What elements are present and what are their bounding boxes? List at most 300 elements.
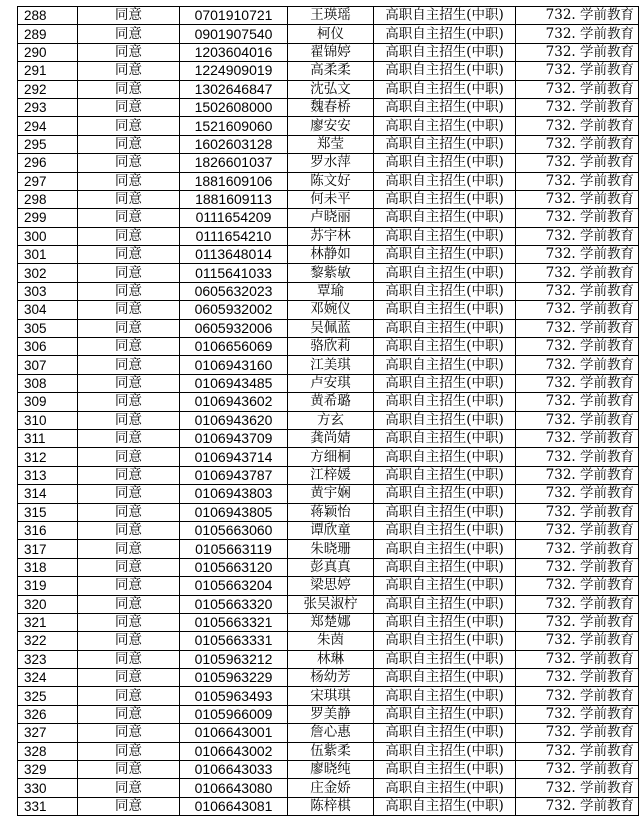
major-cell: 732. 学前教育 <box>516 80 639 98</box>
major-cell: 732. 学前教育 <box>516 724 639 742</box>
table-row <box>18 540 639 558</box>
status-cell: 同意 <box>78 338 180 356</box>
table-row <box>18 154 639 172</box>
status-cell: 同意 <box>78 687 180 705</box>
row-number-cell: 316 <box>18 521 78 539</box>
status-cell: 同意 <box>78 282 180 300</box>
admission-category-cell: 高职自主招生(中职) <box>374 705 516 723</box>
row-number-cell: 301 <box>18 246 78 264</box>
admission-category-cell: 高职自主招生(中职) <box>374 154 516 172</box>
table-row <box>18 282 639 300</box>
admission-category-cell: 高职自主招生(中职) <box>374 98 516 116</box>
table-row <box>18 485 639 503</box>
major-cell: 732. 学前教育 <box>516 301 639 319</box>
student-name-cell: 江梓媛 <box>288 466 374 484</box>
row-number-cell: 312 <box>18 448 78 466</box>
major-cell: 732. 学前教育 <box>516 705 639 723</box>
admission-category-cell: 高职自主招生(中职) <box>374 577 516 595</box>
major-cell: 732. 学前教育 <box>516 779 639 797</box>
admission-category-cell: 高职自主招生(中职) <box>374 264 516 282</box>
applicant-id-cell: 0106643001 <box>180 724 288 742</box>
student-name-cell: 梁思婷 <box>288 577 374 595</box>
major-cell: 732. 学前教育 <box>516 190 639 208</box>
status-cell: 同意 <box>78 190 180 208</box>
major-cell: 732. 学前教育 <box>516 7 639 25</box>
table-row <box>18 595 639 613</box>
status-cell: 同意 <box>78 117 180 135</box>
applicant-id-cell: 0106943602 <box>180 393 288 411</box>
applicant-id-cell: 0106943620 <box>180 411 288 429</box>
admission-category-cell: 高职自主招生(中职) <box>374 779 516 797</box>
table-row <box>18 669 639 687</box>
applicant-id-cell: 0106643033 <box>180 761 288 779</box>
status-cell: 同意 <box>78 393 180 411</box>
applicant-id-cell: 0106943714 <box>180 448 288 466</box>
row-number-cell: 291 <box>18 62 78 80</box>
applicant-id-cell: 0701910721 <box>180 7 288 25</box>
status-cell: 同意 <box>78 411 180 429</box>
major-cell: 732. 学前教育 <box>516 356 639 374</box>
table-row <box>18 448 639 466</box>
student-name-cell: 骆欣莉 <box>288 338 374 356</box>
applicant-id-cell: 1602603128 <box>180 135 288 153</box>
row-number-cell: 317 <box>18 540 78 558</box>
student-name-cell: 卢安琪 <box>288 374 374 392</box>
applicant-id-cell: 0106943485 <box>180 374 288 392</box>
major-cell: 732. 学前教育 <box>516 98 639 116</box>
applicant-id-cell: 1224909019 <box>180 62 288 80</box>
admission-category-cell: 高职自主招生(中职) <box>374 209 516 227</box>
row-number-cell: 300 <box>18 227 78 245</box>
applicant-id-cell: 0106943160 <box>180 356 288 374</box>
table-body <box>18 7 639 816</box>
admission-category-cell: 高职自主招生(中职) <box>374 338 516 356</box>
applicant-id-cell: 1502608000 <box>180 98 288 116</box>
student-name-cell: 陈文好 <box>288 172 374 190</box>
student-name-cell: 魏春桥 <box>288 98 374 116</box>
table-row <box>18 521 639 539</box>
row-number-cell: 288 <box>18 7 78 25</box>
admission-category-cell: 高职自主招生(中职) <box>374 190 516 208</box>
table-row <box>18 705 639 723</box>
status-cell: 同意 <box>78 43 180 61</box>
table-row <box>18 374 639 392</box>
admission-category-cell: 高职自主招生(中职) <box>374 374 516 392</box>
status-cell: 同意 <box>78 540 180 558</box>
table-row <box>18 301 639 319</box>
applicant-id-cell: 1302646847 <box>180 80 288 98</box>
major-cell: 732. 学前教育 <box>516 595 639 613</box>
row-number-cell: 289 <box>18 25 78 43</box>
status-cell: 同意 <box>78 613 180 631</box>
student-name-cell: 方玄 <box>288 411 374 429</box>
student-name-cell: 罗水萍 <box>288 154 374 172</box>
admission-category-cell: 高职自主招生(中职) <box>374 301 516 319</box>
row-number-cell: 331 <box>18 797 78 815</box>
applicant-id-cell: 0105663060 <box>180 521 288 539</box>
table-row <box>18 411 639 429</box>
student-name-cell: 陈梓棋 <box>288 797 374 815</box>
major-cell: 732. 学前教育 <box>516 761 639 779</box>
student-name-cell: 黄宇娴 <box>288 485 374 503</box>
table-row <box>18 613 639 631</box>
major-cell: 732. 学前教育 <box>516 227 639 245</box>
admission-category-cell: 高职自主招生(中职) <box>374 448 516 466</box>
status-cell: 同意 <box>78 154 180 172</box>
table-row <box>18 687 639 705</box>
student-name-cell: 黎紫敏 <box>288 264 374 282</box>
status-cell: 同意 <box>78 227 180 245</box>
row-number-cell: 327 <box>18 724 78 742</box>
major-cell: 732. 学前教育 <box>516 521 639 539</box>
applicant-id-cell: 0105963493 <box>180 687 288 705</box>
applicant-id-cell: 0111654209 <box>180 209 288 227</box>
admission-category-cell: 高职自主招生(中职) <box>374 650 516 668</box>
major-cell: 732. 学前教育 <box>516 154 639 172</box>
admission-table <box>17 6 639 816</box>
major-cell: 732. 学前教育 <box>516 742 639 760</box>
row-number-cell: 324 <box>18 669 78 687</box>
major-cell: 732. 学前教育 <box>516 797 639 815</box>
student-name-cell: 覃瑜 <box>288 282 374 300</box>
row-number-cell: 310 <box>18 411 78 429</box>
admission-category-cell: 高职自主招生(中职) <box>374 25 516 43</box>
student-name-cell: 郑楚娜 <box>288 613 374 631</box>
applicant-id-cell: 1203604016 <box>180 43 288 61</box>
table-row <box>18 577 639 595</box>
status-cell: 同意 <box>78 172 180 190</box>
major-cell: 732. 学前教育 <box>516 485 639 503</box>
major-cell: 732. 学前教育 <box>516 62 639 80</box>
row-number-cell: 296 <box>18 154 78 172</box>
row-number-cell: 315 <box>18 503 78 521</box>
table-row <box>18 117 639 135</box>
table-row <box>18 632 639 650</box>
admission-category-cell: 高职自主招生(中职) <box>374 540 516 558</box>
admission-category-cell: 高职自主招生(中职) <box>374 135 516 153</box>
status-cell: 同意 <box>78 485 180 503</box>
major-cell: 732. 学前教育 <box>516 246 639 264</box>
applicant-id-cell: 0111654210 <box>180 227 288 245</box>
status-cell: 同意 <box>78 761 180 779</box>
table-row <box>18 246 639 264</box>
major-cell: 732. 学前教育 <box>516 503 639 521</box>
status-cell: 同意 <box>78 669 180 687</box>
row-number-cell: 303 <box>18 282 78 300</box>
applicant-id-cell: 0105663120 <box>180 558 288 576</box>
table-row <box>18 742 639 760</box>
row-number-cell: 290 <box>18 43 78 61</box>
status-cell: 同意 <box>78 724 180 742</box>
student-name-cell: 张吴淑柠 <box>288 595 374 613</box>
status-cell: 同意 <box>78 521 180 539</box>
row-number-cell: 293 <box>18 98 78 116</box>
admission-category-cell: 高职自主招生(中职) <box>374 724 516 742</box>
row-number-cell: 299 <box>18 209 78 227</box>
major-cell: 732. 学前教育 <box>516 172 639 190</box>
applicant-id-cell: 0105963212 <box>180 650 288 668</box>
applicant-id-cell: 0115641033 <box>180 264 288 282</box>
row-number-cell: 306 <box>18 338 78 356</box>
status-cell: 同意 <box>78 135 180 153</box>
applicant-id-cell: 0106643081 <box>180 797 288 815</box>
row-number-cell: 311 <box>18 429 78 447</box>
student-name-cell: 宋琪琪 <box>288 687 374 705</box>
admission-category-cell: 高职自主招生(中职) <box>374 595 516 613</box>
major-cell: 732. 学前教育 <box>516 374 639 392</box>
admission-category-cell: 高职自主招生(中职) <box>374 503 516 521</box>
applicant-id-cell: 0105966009 <box>180 705 288 723</box>
row-number-cell: 305 <box>18 319 78 337</box>
table-row <box>18 172 639 190</box>
row-number-cell: 321 <box>18 613 78 631</box>
admission-category-cell: 高职自主招生(中职) <box>374 7 516 25</box>
student-name-cell: 詹心惠 <box>288 724 374 742</box>
major-cell: 732. 学前教育 <box>516 466 639 484</box>
major-cell: 732. 学前教育 <box>516 43 639 61</box>
admission-category-cell: 高职自主招生(中职) <box>374 742 516 760</box>
major-cell: 732. 学前教育 <box>516 411 639 429</box>
row-number-cell: 319 <box>18 577 78 595</box>
table-row <box>18 190 639 208</box>
admission-category-cell: 高职自主招生(中职) <box>374 632 516 650</box>
student-name-cell: 黄希璐 <box>288 393 374 411</box>
applicant-id-cell: 0106643080 <box>180 779 288 797</box>
major-cell: 732. 学前教育 <box>516 669 639 687</box>
table-row <box>18 209 639 227</box>
status-cell: 同意 <box>78 98 180 116</box>
admission-category-cell: 高职自主招生(中职) <box>374 62 516 80</box>
applicant-id-cell: 0605932002 <box>180 301 288 319</box>
table-row <box>18 319 639 337</box>
admission-category-cell: 高职自主招生(中职) <box>374 227 516 245</box>
table-row <box>18 558 639 576</box>
major-cell: 732. 学前教育 <box>516 540 639 558</box>
row-number-cell: 302 <box>18 264 78 282</box>
row-number-cell: 329 <box>18 761 78 779</box>
student-name-cell: 林静如 <box>288 246 374 264</box>
status-cell: 同意 <box>78 80 180 98</box>
row-number-cell: 320 <box>18 595 78 613</box>
applicant-id-cell: 0105663119 <box>180 540 288 558</box>
table-row <box>18 25 639 43</box>
admission-category-cell: 高职自主招生(中职) <box>374 393 516 411</box>
table-row <box>18 503 639 521</box>
table-row <box>18 724 639 742</box>
student-name-cell: 伍紫柔 <box>288 742 374 760</box>
table-row <box>18 98 639 116</box>
table-row <box>18 338 639 356</box>
admission-category-cell: 高职自主招生(中职) <box>374 429 516 447</box>
status-cell: 同意 <box>78 577 180 595</box>
row-number-cell: 307 <box>18 356 78 374</box>
table-row <box>18 7 639 25</box>
student-name-cell: 廖安安 <box>288 117 374 135</box>
status-cell: 同意 <box>78 742 180 760</box>
major-cell: 732. 学前教育 <box>516 632 639 650</box>
applicant-id-cell: 0106656069 <box>180 338 288 356</box>
admission-category-cell: 高职自主招生(中职) <box>374 761 516 779</box>
admission-category-cell: 高职自主招生(中职) <box>374 521 516 539</box>
major-cell: 732. 学前教育 <box>516 209 639 227</box>
student-name-cell: 朱晓珊 <box>288 540 374 558</box>
admission-category-cell: 高职自主招生(中职) <box>374 669 516 687</box>
admission-category-cell: 高职自主招生(中职) <box>374 319 516 337</box>
major-cell: 732. 学前教育 <box>516 448 639 466</box>
major-cell: 732. 学前教育 <box>516 117 639 135</box>
student-name-cell: 高柔柔 <box>288 62 374 80</box>
major-cell: 732. 学前教育 <box>516 319 639 337</box>
table-row <box>18 227 639 245</box>
row-number-cell: 304 <box>18 301 78 319</box>
major-cell: 732. 学前教育 <box>516 393 639 411</box>
student-name-cell: 邓婉仪 <box>288 301 374 319</box>
status-cell: 同意 <box>78 246 180 264</box>
row-number-cell: 313 <box>18 466 78 484</box>
major-cell: 732. 学前教育 <box>516 135 639 153</box>
student-name-cell: 柯仪 <box>288 25 374 43</box>
table-row <box>18 264 639 282</box>
status-cell: 同意 <box>78 429 180 447</box>
student-name-cell: 江美琪 <box>288 356 374 374</box>
student-name-cell: 卢晓丽 <box>288 209 374 227</box>
major-cell: 732. 学前教育 <box>516 338 639 356</box>
major-cell: 732. 学前教育 <box>516 429 639 447</box>
applicant-id-cell: 0105663320 <box>180 595 288 613</box>
table-row <box>18 43 639 61</box>
student-name-cell: 苏宇林 <box>288 227 374 245</box>
row-number-cell: 322 <box>18 632 78 650</box>
admission-category-cell: 高职自主招生(中职) <box>374 43 516 61</box>
row-number-cell: 326 <box>18 705 78 723</box>
table-row <box>18 393 639 411</box>
applicant-id-cell: 1881609106 <box>180 172 288 190</box>
applicant-id-cell: 0105663321 <box>180 613 288 631</box>
status-cell: 同意 <box>78 797 180 815</box>
applicant-id-cell: 0105663204 <box>180 577 288 595</box>
major-cell: 732. 学前教育 <box>516 650 639 668</box>
status-cell: 同意 <box>78 319 180 337</box>
table-row <box>18 356 639 374</box>
student-name-cell: 王瑛瑶 <box>288 7 374 25</box>
table-row <box>18 62 639 80</box>
status-cell: 同意 <box>78 632 180 650</box>
applicant-id-cell: 0605632023 <box>180 282 288 300</box>
row-number-cell: 323 <box>18 650 78 668</box>
applicant-id-cell: 0106943787 <box>180 466 288 484</box>
admission-category-cell: 高职自主招生(中职) <box>374 485 516 503</box>
row-number-cell: 297 <box>18 172 78 190</box>
student-name-cell: 龚尚婧 <box>288 429 374 447</box>
status-cell: 同意 <box>78 7 180 25</box>
major-cell: 732. 学前教育 <box>516 25 639 43</box>
status-cell: 同意 <box>78 25 180 43</box>
applicant-id-cell: 0106943805 <box>180 503 288 521</box>
admission-category-cell: 高职自主招生(中职) <box>374 613 516 631</box>
row-number-cell: 314 <box>18 485 78 503</box>
admission-category-cell: 高职自主招生(中职) <box>374 687 516 705</box>
row-number-cell: 295 <box>18 135 78 153</box>
row-number-cell: 298 <box>18 190 78 208</box>
admission-category-cell: 高职自主招生(中职) <box>374 558 516 576</box>
applicant-id-cell: 0106643002 <box>180 742 288 760</box>
student-name-cell: 庄金娇 <box>288 779 374 797</box>
row-number-cell: 309 <box>18 393 78 411</box>
applicant-id-cell: 1881609113 <box>180 190 288 208</box>
table-row <box>18 779 639 797</box>
applicant-id-cell: 0106943709 <box>180 429 288 447</box>
applicant-id-cell: 1826601037 <box>180 154 288 172</box>
admission-category-cell: 高职自主招生(中职) <box>374 246 516 264</box>
major-cell: 732. 学前教育 <box>516 577 639 595</box>
table-row <box>18 135 639 153</box>
student-name-cell: 蒋颖怡 <box>288 503 374 521</box>
student-name-cell: 罗美静 <box>288 705 374 723</box>
student-name-cell: 何未平 <box>288 190 374 208</box>
status-cell: 同意 <box>78 209 180 227</box>
status-cell: 同意 <box>78 374 180 392</box>
student-name-cell: 朱茵 <box>288 632 374 650</box>
admission-category-cell: 高职自主招生(中职) <box>374 466 516 484</box>
status-cell: 同意 <box>78 595 180 613</box>
applicant-id-cell: 0605932006 <box>180 319 288 337</box>
table-row <box>18 429 639 447</box>
table-row <box>18 797 639 815</box>
row-number-cell: 294 <box>18 117 78 135</box>
table-row <box>18 650 639 668</box>
major-cell: 732. 学前教育 <box>516 687 639 705</box>
major-cell: 732. 学前教育 <box>516 264 639 282</box>
major-cell: 732. 学前教育 <box>516 613 639 631</box>
row-number-cell: 318 <box>18 558 78 576</box>
status-cell: 同意 <box>78 466 180 484</box>
admission-category-cell: 高职自主招生(中职) <box>374 117 516 135</box>
admission-category-cell: 高职自主招生(中职) <box>374 282 516 300</box>
student-name-cell: 彭真真 <box>288 558 374 576</box>
row-number-cell: 330 <box>18 779 78 797</box>
row-number-cell: 292 <box>18 80 78 98</box>
row-number-cell: 308 <box>18 374 78 392</box>
admission-category-cell: 高职自主招生(中职) <box>374 356 516 374</box>
major-cell: 732. 学前教育 <box>516 558 639 576</box>
status-cell: 同意 <box>78 650 180 668</box>
applicant-id-cell: 0113648014 <box>180 246 288 264</box>
admission-category-cell: 高职自主招生(中职) <box>374 411 516 429</box>
status-cell: 同意 <box>78 264 180 282</box>
applicant-id-cell: 0901907540 <box>180 25 288 43</box>
student-name-cell: 林琳 <box>288 650 374 668</box>
table-row <box>18 466 639 484</box>
status-cell: 同意 <box>78 503 180 521</box>
row-number-cell: 328 <box>18 742 78 760</box>
table-row <box>18 80 639 98</box>
student-name-cell: 沈弘文 <box>288 80 374 98</box>
row-number-cell: 325 <box>18 687 78 705</box>
student-name-cell: 方细桐 <box>288 448 374 466</box>
student-name-cell: 谭欣童 <box>288 521 374 539</box>
table-row <box>18 761 639 779</box>
admission-category-cell: 高职自主招生(中职) <box>374 797 516 815</box>
status-cell: 同意 <box>78 62 180 80</box>
student-name-cell: 廖晓纯 <box>288 761 374 779</box>
admission-list-sheet <box>17 6 639 816</box>
student-name-cell: 翟锦婷 <box>288 43 374 61</box>
major-cell: 732. 学前教育 <box>516 282 639 300</box>
status-cell: 同意 <box>78 558 180 576</box>
student-name-cell: 郑莹 <box>288 135 374 153</box>
applicant-id-cell: 1521609060 <box>180 117 288 135</box>
applicant-id-cell: 0106943803 <box>180 485 288 503</box>
